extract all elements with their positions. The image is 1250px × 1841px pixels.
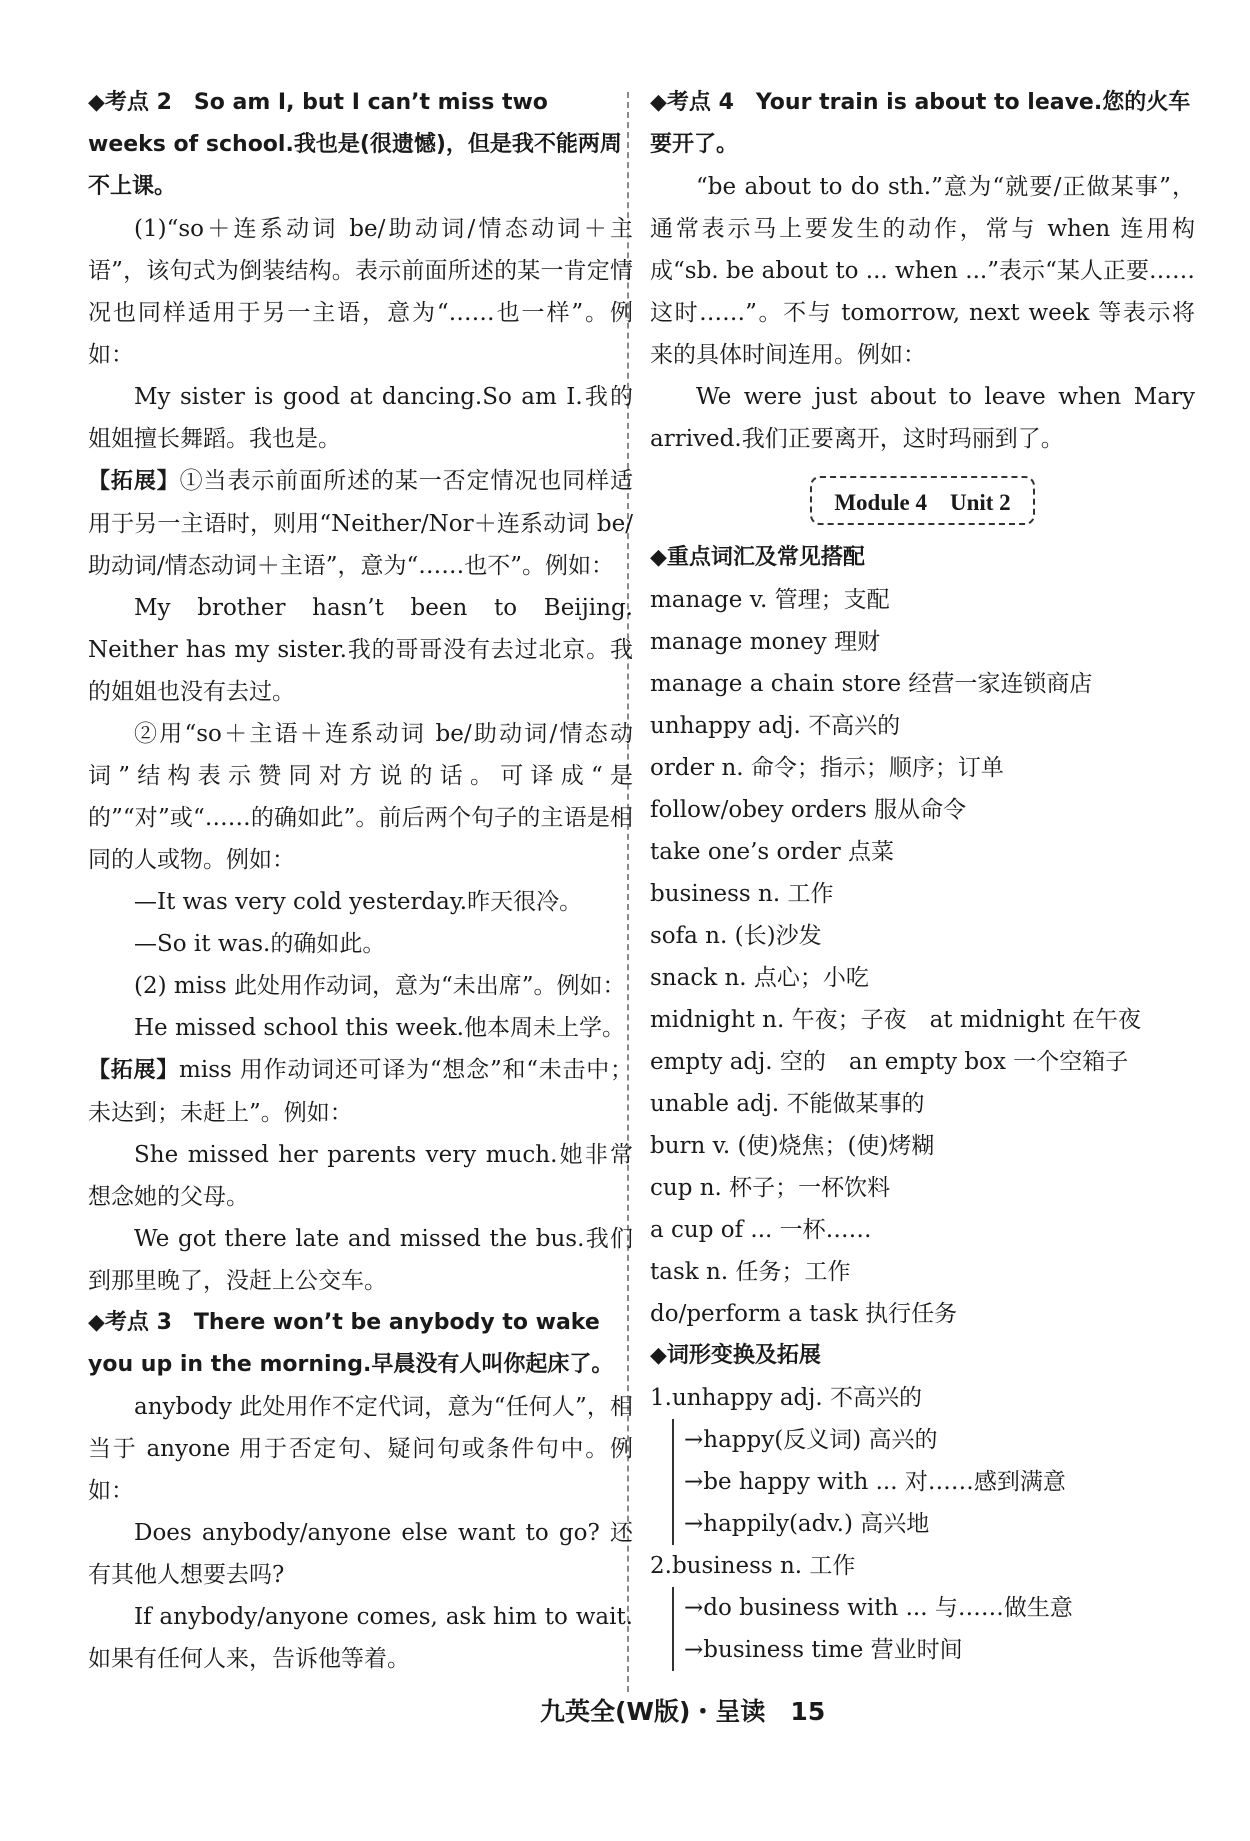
form-item: → do business with ... 与……做生意 xyxy=(684,1587,1195,1629)
key-point-heading: ◆考点 4 Your train is about to leave.您的火车要开了。 xyxy=(650,90,1191,157)
vocab-item: empty adj. 空的 an empty box 一个空箱子 xyxy=(650,1049,1129,1075)
extension-label: 【拓展】 xyxy=(88,469,180,494)
vocab-heading: ◆重点词汇及常见搭配 xyxy=(650,545,865,570)
paragraph: —So it was.的确如此。 xyxy=(134,931,386,957)
vocab-item: burn v. (使)烧焦；(使)烤糊 xyxy=(650,1133,935,1159)
paragraph: —It was very cold yesterday.昨天很冷。 xyxy=(134,889,583,915)
paragraph: 【拓展】①当表示前面所述的某一否定情况也同样适用于另一主语时，则用“Neither/Nor＋连系动词 be/助动词/情态动词＋主语”，意为“……也不”。例如： xyxy=(88,468,633,579)
vocab-item: midnight n. 午夜；子夜 at midnight 在午夜 xyxy=(650,1007,1141,1033)
vocab-item: unhappy adj. 不高兴的 xyxy=(650,713,901,739)
paragraph: If anybody/anyone comes, ask him to wait.如果有任何人来，告诉他等着。 xyxy=(88,1604,633,1672)
form-item: → happily(adv.) 高兴地 xyxy=(684,1503,1195,1545)
key-point-heading: ◆考点 2 So am I, but I can’t miss two weeks of school.我也是(很遗憾)，但是我不能两周不上课。 xyxy=(88,90,622,199)
forms-list xyxy=(650,1377,1195,1671)
paragraph: She missed her parents very much.她非常想念她的父母。 xyxy=(88,1142,633,1210)
paragraph: He missed school this week.他本周未上学。 xyxy=(134,1015,625,1041)
paragraph: We were just about to leave when Mary arrived.我们正要离开，这时玛丽到了。 xyxy=(650,384,1195,452)
vocab-item: do/perform a task 执行任务 xyxy=(650,1301,958,1327)
form-head: 2.business n. 工作 xyxy=(650,1553,856,1579)
page-footer: 九英全(W版)・呈读 15 xyxy=(540,1697,826,1726)
right-column xyxy=(650,82,1195,1671)
vocab-list xyxy=(650,579,1195,1335)
paragraph: ②用“so＋主语＋连系动词 be/助动词/情态动词”结构表示赞同对方说的话。可译成“是的”“对”或“……的确如此”。前后两个句子的主语是相同的人或物。例如： xyxy=(88,721,633,873)
extension-label: 【拓展】 xyxy=(88,1058,180,1083)
vocab-item: take one’s order 点菜 xyxy=(650,839,894,865)
module-heading: Module 4 Unit 2 xyxy=(810,476,1034,525)
paragraph: anybody 此处用作不定代词，意为“任何人”，相当于 anyone 用于否定句、疑问句或条件句中。例如： xyxy=(88,1394,633,1504)
paragraph: 【拓展】miss 用作动词还可译为“想念”和“未击中；未达到；未赶上”。例如： xyxy=(88,1057,633,1126)
vocab-item: follow/obey orders 服从命令 xyxy=(650,797,967,823)
form-tree xyxy=(672,1587,1195,1671)
vocab-item: unable adj. 不能做某事的 xyxy=(650,1091,925,1117)
vocab-item: manage v. 管理；支配 xyxy=(650,587,890,613)
left-column xyxy=(88,82,633,1680)
paragraph: “be about to do sth.”意为“就要/正做某事”，通常表示马上要发生的动作，常与 when 连用构成“sb. be about to ... when ...”表示“某人正要……这时……”。不与 tomorrow, next week 等表示将来的具体时间连用。例如： xyxy=(650,174,1195,368)
paragraph: My brother hasn’t been to Beijing. Neither has my sister.我的哥哥没有去过北京。我的姐姐也没有去过。 xyxy=(88,595,633,705)
form-item: → be happy with ... 对……感到满意 xyxy=(684,1461,1195,1503)
vocab-item: manage a chain store 经营一家连锁商店 xyxy=(650,671,1093,697)
form-item: → happy(反义词) 高兴的 xyxy=(684,1419,1195,1461)
vocab-item: sofa n. (长)沙发 xyxy=(650,923,822,949)
vocab-item: manage money 理财 xyxy=(650,629,881,655)
vocab-item: order n. 命令；指示；顺序；订单 xyxy=(650,755,1004,781)
vocab-item: a cup of ... 一杯…… xyxy=(650,1217,872,1243)
right-top-section xyxy=(650,82,1195,460)
vocab-item: task n. 任务；工作 xyxy=(650,1259,851,1285)
paragraph: Does anybody/anyone else want to go? 还有其他人想要去吗? xyxy=(88,1520,633,1588)
vocab-item: business n. 工作 xyxy=(650,881,834,907)
paragraph: (2) miss 此处用作动词，意为“未出席”。例如： xyxy=(134,973,626,999)
key-point-heading: ◆考点 3 There won’t be anybody to wake you up in the morning.早晨没有人叫你起床了。 xyxy=(88,1310,614,1377)
paragraph: (1)“so＋连系动词 be/助动词/情态动词＋主语”，该句式为倒装结构。表示前面所述的某一肯定情况也同样适用于另一主语，意为“……也一样”。例如： xyxy=(88,216,633,368)
form-head: 1.unhappy adj. 不高兴的 xyxy=(650,1385,923,1411)
module-heading-wrap xyxy=(650,476,1195,525)
vocab-item: snack n. 点心；小吃 xyxy=(650,965,869,991)
paragraph: My sister is good at dancing.So am I.我的姐姐擅长舞蹈。我也是。 xyxy=(88,384,633,452)
paragraph: We got there late and missed the bus.我们到那里晚了，没赶上公交车。 xyxy=(88,1226,633,1294)
form-item: → business time 营业时间 xyxy=(684,1629,1195,1671)
forms-heading: ◆词形变换及拓展 xyxy=(650,1343,821,1368)
form-tree xyxy=(672,1419,1195,1545)
vocab-item: cup n. 杯子；一杯饮料 xyxy=(650,1175,891,1201)
